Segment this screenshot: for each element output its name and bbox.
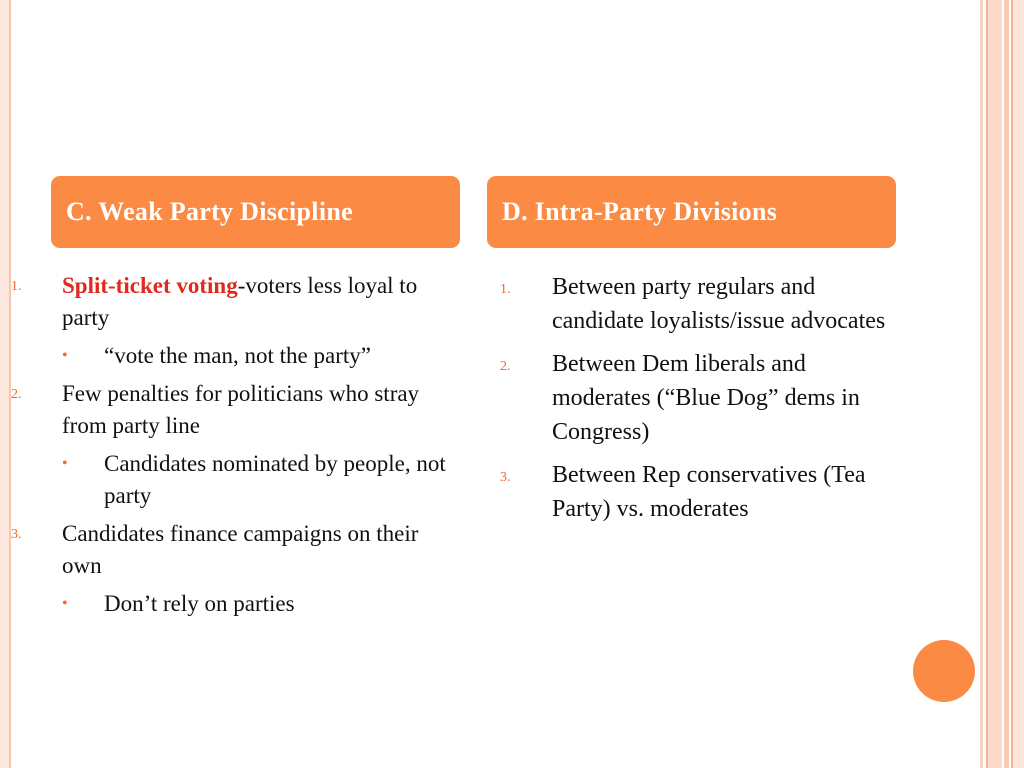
list-item-text: Between Rep conservatives (Tea Party) vs. moderates (552, 462, 866, 522)
left-column-header-text: C. Weak Party Discipline (66, 197, 353, 226)
decorative-circle (913, 640, 975, 702)
subitem-text: Candidates nominated by people, not party (104, 451, 446, 508)
list-item-text: Few penalties for politicians who stray from party line (62, 381, 420, 438)
list-item-text: -voters less loyal to party (62, 273, 418, 330)
list-number: 1. (500, 282, 511, 297)
right-column-header-text: D. Intra-Party Divisions (502, 197, 778, 226)
list-item-text: Between party regulars and candidate loyalists/issue advocates (552, 274, 886, 334)
key-term: Split-ticket voting (62, 273, 238, 298)
list-number: 2. (11, 387, 22, 402)
bullet-icon: • (62, 347, 68, 364)
left-column-header (51, 176, 460, 248)
bullet-icon: • (62, 595, 68, 612)
left-column-list (0, 270, 460, 626)
left-subitem-1 (0, 340, 460, 372)
right-stripes-decoration (980, 0, 1024, 768)
left-subitem-3 (0, 588, 460, 620)
right-column-list (498, 270, 898, 535)
list-number: 2. (500, 359, 511, 374)
list-item-text: Candidates finance campaigns on their own (62, 521, 419, 578)
left-subitem-2 (0, 448, 460, 512)
right-item-3 (498, 458, 898, 526)
right-item-2 (498, 347, 898, 449)
right-column-header (487, 176, 896, 248)
subitem-text: Don’t rely on parties (104, 591, 295, 616)
list-item-text: Between Dem liberals and moderates (“Blue Dog” dems in Congress) (552, 351, 860, 445)
list-number: 3. (11, 527, 22, 542)
list-number: 3. (500, 470, 511, 485)
list-number: 1. (11, 279, 22, 294)
left-item-2 (0, 378, 460, 442)
right-item-1 (498, 270, 898, 338)
left-item-1 (0, 270, 460, 334)
bullet-icon: • (62, 455, 68, 472)
left-item-3 (0, 518, 460, 582)
subitem-text: “vote the man, not the party” (104, 343, 371, 368)
